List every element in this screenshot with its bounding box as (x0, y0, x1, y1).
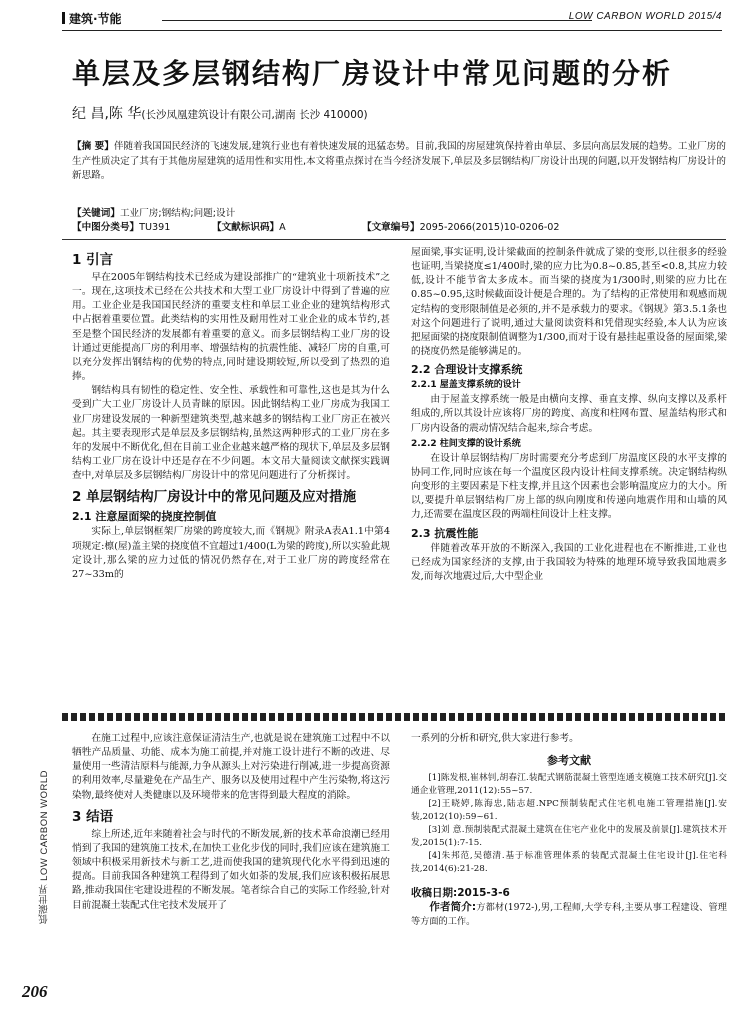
page-header (62, 8, 722, 30)
received-date (411, 886, 727, 900)
author-bio (411, 900, 727, 929)
paragraph: 钢结构具有韧性的稳定性、安全性、承载性和可靠性,这也是其为什么受到广大工业厂房设计人员青睐的原因。因此钢结构工业厂房成为我国工业厂房建设发展的一种新型建筑类型,越来越多的钢结构工业厂房正在被兴起。其主要表现形式是单层及多层钢结构,虽然这两种形式的工业厂房在多年的发展中不断优化,但在目前工业企业越来越严格的现状下,单层及多层钢结构工业厂房在设计中还是存在不少问题。本文吊大量阅读文献探实践调查中,对单层及多层钢结构厂房设计中的常见问题进行了分析探讨。 (72, 385, 390, 482)
reference-item: [4]朱邦范,吴德清.基于标准管理体系的装配式混凝土住宅设计[J].住宅科技,2014(6):21-28. (411, 851, 727, 875)
section-1-heading: 1 引言 (72, 252, 114, 268)
received-label: 收稿日期: (411, 887, 458, 900)
paragraph: 早在2005年钢结构技术已经成为建设部推广的“建筑业十项新技术”之一。现在,这项技术已经在公共技术和大型工业厂房设计中得到了普遍的应用。工业企业是我国国民经济的重要支柱和单层工业企业的建筑结构形式中占据着重要位置。此类结构的实用性及耐用性对工业企业的成本节约,甚至是整个国民经济的发展都有着重要的意义。而多层钢结构工业厂房的设计通过更能提高厂房的利用率、增强结构的抗震性能、减轻厂房的自重,可以充分发挥出钢结构的优势的特点,同时建设期较短,所以受到了热烈的追捧。 (72, 272, 390, 383)
section-2-3-heading: 2.3 抗震性能 (411, 526, 479, 540)
paragraph: 由于屋盖支撑系统一般是由横向支撑、垂直支撑、纵向支撑以及系杆组成的,所以其设计应该将厂房的跨度、高度和柱网布置、屋盖结构形式和厂房内设备的震动情况结合起来,综合考虑。 (411, 394, 727, 434)
bio-label: 作者简介: (429, 901, 477, 914)
section-2-2-heading: 2.2 合理设计支撑系统 (411, 363, 523, 377)
clc-value: TU391 (139, 222, 171, 233)
column-1 (72, 246, 390, 582)
header-underline (62, 30, 722, 31)
author-line (72, 103, 368, 123)
column-3 (72, 732, 390, 913)
doc-code-value: A (279, 222, 286, 233)
section-2-heading: 2 单层钢结构厂房设计中的常见问题及应对措施 (72, 489, 357, 506)
paragraph: 综上所述,近年来随着社会与时代的不断发展,新的技术革命浪潮已经用悄到了我国的建筑施工技术,在加快工业化步伐的同时,我们应该在建筑施工领域中积极采用新技术与新工艺,进而使我国的建筑现代化水平得到迅速的提高。目前我国各种建筑工程得到了如火如荼的发展,我们应该积极拓展思路,推动我国住宅建设进程的不断发展。笔者综合自己的实际工作经验,针对目前混凝土装配式住宅技术发展开了 (72, 828, 390, 911)
paragraph: 在设计单层钢结构厂房时需要充分考虑到厂房温度区段的水平支撑的协同工作,同时应该在每一个温度区段内设计柱间支撑系统。决定钢结构纵向变形的主要因素是下柱支撑,并且这个因素也会影响温度应力的大小。所以,要提升单层钢结构厂房上部的纵向刚度和传递向地震作用和山墙的风力,还需要在温度区段的两端柱间设计上柱支撑。 (411, 452, 727, 521)
section-bar-icon (62, 12, 65, 24)
reference-item: [2]王晓婷,陈海忠,陆志超.NPC预制装配式住宅机电施工管理措施[J].安装,2012(10):59~61. (411, 799, 727, 823)
side-journal-label: 低碳世界 LOW CARBON WORLD (39, 770, 50, 925)
classification-row (72, 221, 726, 235)
article-title: 单层及多层钢结构厂房设计中常见问题的分析 (72, 57, 673, 90)
header-rule (162, 20, 592, 21)
section-label (62, 10, 122, 27)
reference-item: [3]刘 意.预制装配式混凝土建筑在住宅产业化中的发展及前景[J].建筑技术开发,2015(1):7-15. (411, 825, 727, 849)
column-4 (411, 732, 727, 929)
paragraph: 在施工过程中,应该注意保证清洁生产,也就是说在建筑施工过程中不以牺牲产品质量、功能、成本为施工前提,并对施工设计进行不断的改进、尽量使用一些清洁原料与能源,力争从源头上对污染进行削减,进一步提高资源的利用效率,尽量避免在产品生产、服务以及使用过程中产生污染物,将这污染物,最终使对人类健康以及环境带来的危害得到最大程度的消除。 (72, 733, 390, 801)
continuation-divider (62, 713, 726, 721)
references-heading: 参考文献 (547, 754, 591, 768)
abstract (72, 140, 726, 184)
section-2-1-heading: 2.1 注意屋面梁的挠度控制值 (72, 510, 217, 524)
journal-name: LOW CARBON WORLD 2015/4 (568, 11, 722, 22)
section-2-2-1-heading: 2.2.1 屋盖支撑系统的设计 (411, 380, 521, 391)
body-top-rule (62, 239, 726, 240)
keywords-label: 【关键词】 (72, 208, 120, 219)
received-value: 2015-3-6 (457, 887, 510, 900)
author-affiliation: (长沙凤凰建筑设计有限公司,湖南 长沙 410000) (141, 109, 368, 121)
paragraph: 屋面梁,事实证明,设计梁截面的控制条件就成了梁的变形,以往很多的经验也证明,当梁挠度≤1/400时,梁的应力比为0.8~0.85,甚至<0.8,其应力较低,设计不能节省太多成本。而当梁的挠度为1/300时,则梁的应力比在0.85~0.95,这时候截面设计便是合理的。为了结构的正常使用和观感而规定结构的变形限制值是必须的,并不是承载力的要求。《钢规》第3.5.1条也对这个问题进行了说明,通过大量阅读资料和凭借现实经验,本人认为应该把屋面梁的挠度限制值调整为1/300,而对于设有悬挂起重设备的屋面梁,梁的挠度仍然是能够满足的。 (411, 247, 727, 358)
keywords-text: 工业厂房;钢结构;问题;设计 (119, 208, 236, 219)
abstract-text: 伴随着我国国民经济的飞速发展,建筑行业也有着快速发展的迅猛态势。目前,我国的房屋建筑保持着由单层、多层向高层发展的趋势。工业厂房的生产性质决定了其有于其他房屋建筑的适用性和实用性,本文将重点探讨在当今经济发展下,单层及多层钢结构厂房设计出现的问题,以开发钢结构厂房设计的新思路。 (72, 141, 726, 181)
article-meta (72, 207, 726, 235)
article-no-value: 2095-2066(2015)10-0206-02 (419, 222, 560, 233)
paragraph: 实际上,单层钢框架厂房梁的跨度较大,而《钢规》附录A表A1.1中第4项规定:檩(屋)盖主梁的挠度值不宜超过1/400(L为梁的跨度),所以实验此规定设计,那么梁的应力过低的情况仍然存在,对于工业厂房的跨度经常在27~33m的 (72, 526, 390, 580)
clc-label: 【中图分类号】 (72, 222, 140, 233)
section-text: 建筑·节能 (69, 12, 122, 26)
section-3-heading: 3 结语 (72, 808, 114, 825)
reference-item: [1]陈发根,崔林钊,胡春江.装配式钢筋混凝土管型连通支模施工技术研究[J].交通企业管理,2011(12):55~57. (411, 773, 727, 797)
page-number: 206 (22, 982, 48, 1001)
abstract-label: 【摘 要】 (72, 141, 114, 152)
paragraph: 一系列的分析和研究,供大家进行参考。 (411, 733, 579, 744)
article-no-label: 【文章编号】 (362, 222, 420, 233)
author-names: 纪 昌,陈 华 (72, 106, 142, 122)
bio-text: 方都材(1972-),男,工程师,大学专科,主要从事工程建设、管理等方面的工作。 (411, 902, 727, 928)
section-2-2-2-heading: 2.2.2 柱间支撑的设计系统 (411, 438, 521, 449)
paragraph: 伴随着改革开放的不断深入,我国的工业化进程也在不断推进,工业也已经成为国家经济的支撑,由于我国较为特殊的地理环境导致我国地震多发,而每次地震过后,大中型企业 (411, 542, 727, 582)
doc-code-label: 【文献标识码】 (212, 222, 280, 233)
keywords-row (72, 207, 726, 221)
column-2 (411, 246, 727, 584)
